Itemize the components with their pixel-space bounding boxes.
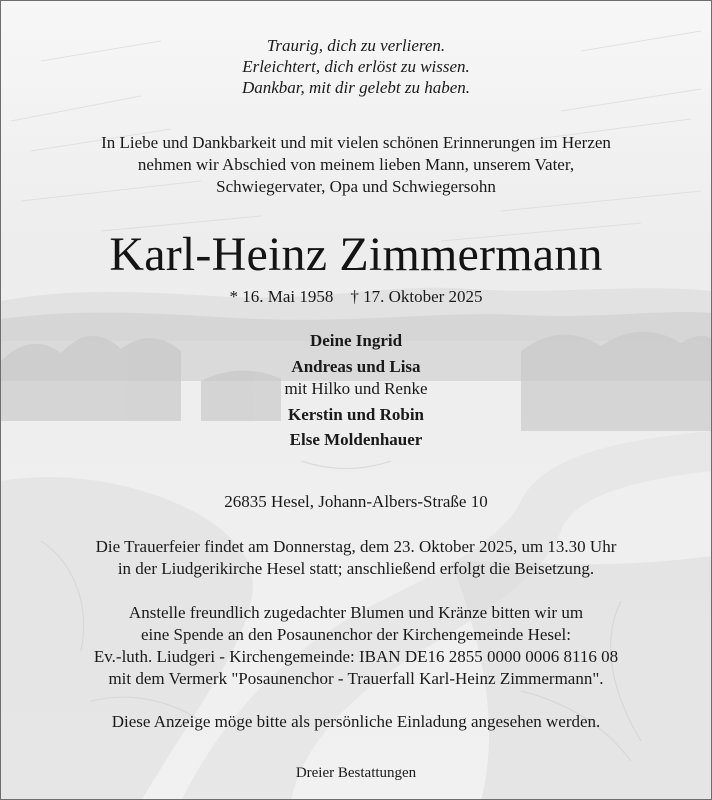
intro-line-2: nehmen wir Abschied von meinem lieben Mann, unserem Vater, bbox=[137, 155, 575, 174]
quote-line-2: Erleichtert, dich erlöst zu wissen. bbox=[242, 57, 470, 76]
life-dates: * 16. Mai 1958 † 17. Oktober 2025 bbox=[229, 287, 483, 306]
donation-line-3: Ev.-luth. Liudgeri - Kirchengemeinde: IBAN DE16 2855 0000 0006 8116 08 bbox=[93, 647, 619, 666]
intro-line-3: Schwiegervater, Opa und Schwiegersohn bbox=[216, 177, 496, 196]
family-member-4: Kerstin und Robin bbox=[287, 405, 425, 424]
family-member-5: Else Moldenhauer bbox=[289, 430, 423, 449]
invitation-note: Diese Anzeige möge bitte als persönliche Einladung angesehen werden. bbox=[111, 712, 601, 731]
quote-line-1: Traurig, dich zu verlieren. bbox=[266, 36, 446, 55]
family-member-2: Andreas und Lisa bbox=[291, 357, 421, 376]
deceased-name: Karl-Heinz Zimmermann bbox=[109, 228, 603, 281]
funeral-line-1: Die Trauerfeier findet am Donnerstag, dem 23. Oktober 2025, um 13.30 Uhr bbox=[95, 537, 617, 556]
funeral-line-2: in der Liudgerikirche Hesel statt; anschließend erfolgt die Beisetzung. bbox=[117, 559, 595, 578]
undertaker-name: Dreier Bestattungen bbox=[295, 765, 417, 781]
intro-line-1: In Liebe und Dankbarkeit und mit vielen schönen Erinnerungen im Herzen bbox=[101, 133, 611, 152]
family-member-3: mit Hilko und Renke bbox=[284, 379, 428, 398]
mourning-address: 26835 Hesel, Johann-Albers-Straße 10 bbox=[224, 492, 488, 511]
quote-line-3: Dankbar, mit dir gelebt zu haben. bbox=[241, 78, 471, 97]
donation-line-2: eine Spende an den Posaunenchor der Kirchengemeinde Hesel: bbox=[140, 625, 572, 644]
donation-line-1: Anstelle freundlich zugedachter Blumen und Kränze bitten wir um bbox=[128, 603, 584, 622]
family-member-1: Deine Ingrid bbox=[309, 331, 403, 350]
donation-line-4: mit dem Vermerk "Posaunenchor - Trauerfall Karl-Heinz Zimmermann". bbox=[108, 669, 604, 688]
